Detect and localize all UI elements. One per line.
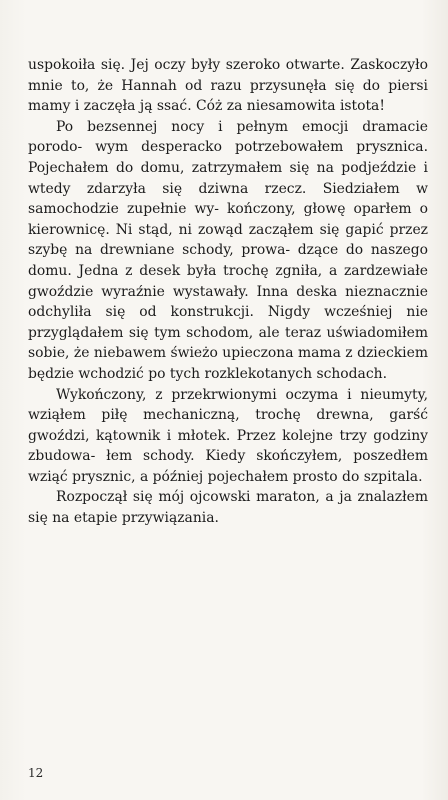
page-number: 12 [28,766,44,780]
paragraph-4: Rozpoczął się mój ojcowski maraton, a ja znalazłem się na etapie przywiązania. [28,489,428,527]
paragraph-2: Po bezsennej nocy i pełnym emocji dramacie porodo- wym desperacko potrzebowałem prysznica. Pojechałem do domu, zatrzymałem się na podjeździe i wtedy zdarzyła się dziwna rzecz. Siedziałem w samochodzie zupełnie wy- kończony, głowę oparłem o kierownicę. Ni stąd, ni zowąd zacząłem się gapić przez szybę na drewniane schody, prowa- dzące do naszego domu. Jedna z desek była trochę zgniła, a zardzewiałe gwoździe wyraźnie wystawały. Inna deska nieznacznie odchyliła się od konstrukcji. Nigdy wcześniej nie przyglądałem się tym schodom, ale teraz uświadomiłem sobie, że niebawem świeżo upieczona mama z dzieckiem będzie wchodzić po tych rozklekotanych schodach. [28,118,429,382]
paragraph-3: Wykończony, z przekrwionymi oczyma i nieumyty, wziąłem piłę mechaniczną, trochę drewna, garść gwoździ, kątownik i młotek. Przez kolejne trzy godziny zbudowa- łem schody. Kiedy skończyłem, poszedłem wziąć prysznic, a później pojechałem prosto do szpitala. [28,386,428,485]
body-text [28,55,428,529]
paragraph-1: uspokoiła się. Jej oczy były szeroko otwarte. Zaskoczyło mnie to, że Hannah od razu przysunęła się do piersi mamy i zaczęła ją ssać. Cóż za niesamowita istota! [28,57,428,115]
